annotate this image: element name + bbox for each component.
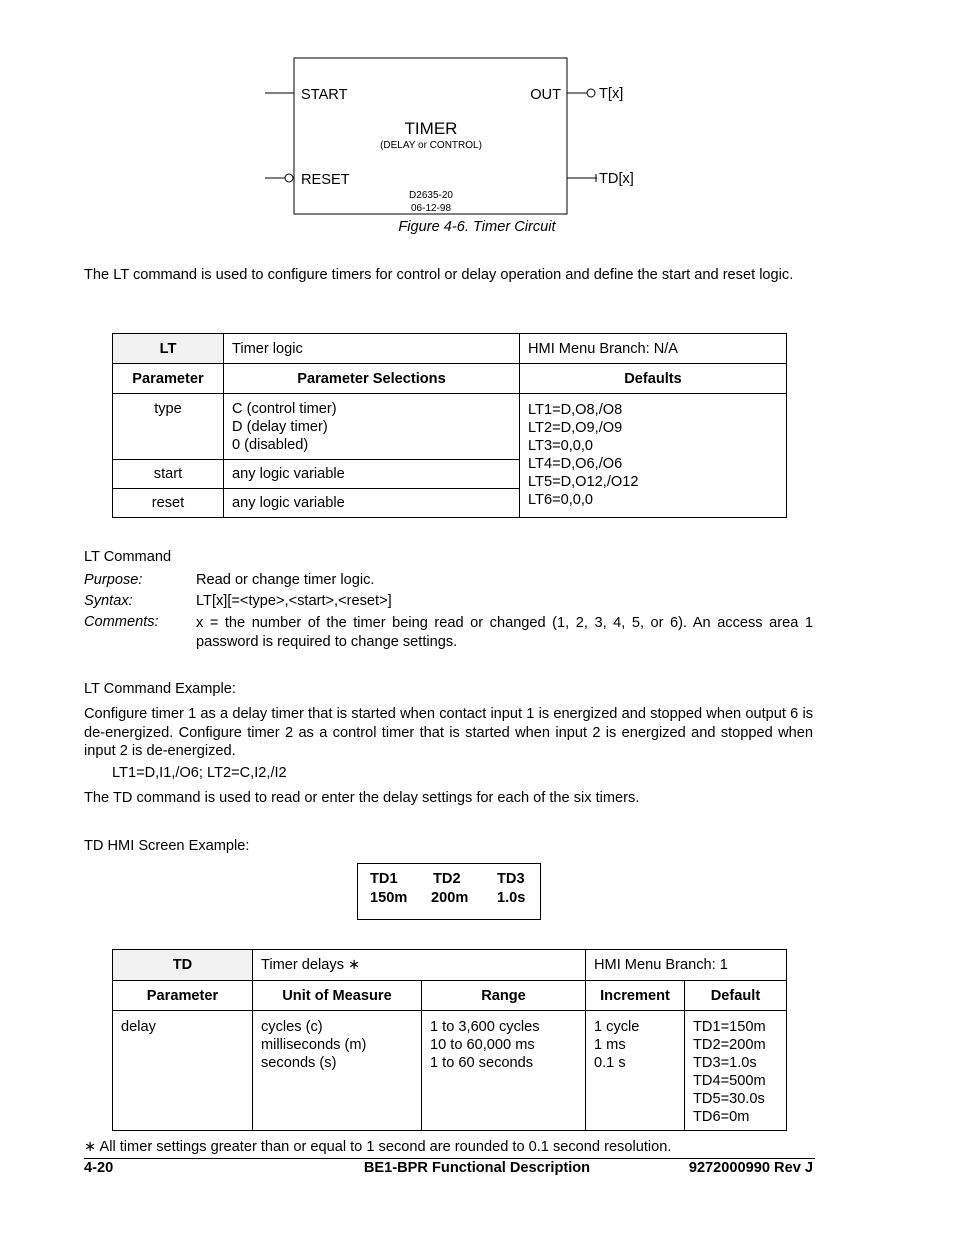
lt-header-selections: Parameter Selections: [224, 364, 520, 394]
unit-line: cycles (c): [261, 1019, 323, 1035]
example-heading: LT Command Example:: [84, 681, 236, 697]
footer-page-number: 4-20: [84, 1160, 114, 1176]
hmi-value-td2: 200m: [431, 890, 469, 906]
hmi-screen-box: [357, 863, 541, 920]
td-pin-label: TD[x]: [599, 171, 634, 187]
lt-settings-table: [112, 333, 787, 518]
default-line: LT1=D,O8,/O8: [528, 402, 623, 418]
selection-line: D (delay timer): [232, 419, 328, 435]
lt-desc-cell: Timer logic: [224, 334, 520, 364]
drawing-id: D2635-20: [409, 190, 453, 201]
td-desc-cell: Timer delays ∗: [253, 950, 586, 981]
lt-defaults-cell: [520, 394, 787, 518]
td-intro-paragraph: The TD command is used to read or enter the delay settings for each of the six timers.: [84, 790, 640, 806]
timer-subtitle: (DELAY or CONTROL): [380, 140, 482, 151]
default-line: TD2=200m: [693, 1037, 766, 1053]
hmi-value-td3: 1.0s: [497, 890, 526, 906]
footer-rule: [84, 1158, 815, 1159]
td-units-cell: [253, 1011, 422, 1131]
reset-label: RESET: [301, 172, 350, 188]
td-cmd-cell: TD: [113, 950, 253, 981]
default-line: LT2=D,O9,/O9: [528, 420, 623, 436]
lt-selections-start: any logic variable: [224, 460, 520, 489]
lt-header-defaults: Defaults: [520, 364, 787, 394]
td-menu-cell: HMI Menu Branch: 1: [586, 950, 787, 981]
lt-param-start: start: [113, 460, 224, 489]
lt-selections-reset: any logic variable: [224, 489, 520, 518]
td-header-parameter: Parameter: [113, 981, 253, 1011]
default-line: TD5=30.0s: [693, 1091, 765, 1107]
hmi-label-td3: TD3: [497, 871, 525, 887]
increment-line: 1 ms: [594, 1037, 626, 1053]
td-param-delay: delay: [113, 1011, 253, 1131]
lt-command-heading: LT Command: [84, 549, 172, 565]
selection-line: C (control timer): [232, 401, 337, 417]
td-settings-table: [112, 949, 787, 1131]
hmi-value-td1: 150m: [370, 890, 408, 906]
td-header-range: Range: [422, 981, 586, 1011]
comments-label: Comments:: [84, 614, 159, 630]
lt-param-reset: reset: [113, 489, 224, 518]
example-code: LT1=D,I1,/O6; LT2=C,I2,/I2: [112, 765, 287, 781]
selection-line: 0 (disabled): [232, 437, 309, 453]
td-increment-cell: [586, 1011, 685, 1131]
comments-text: x = the number of the timer being read or changed (1, 2, 3, 4, 5, or 6). An access area 1 password is required to change settings.: [196, 615, 813, 650]
default-line: TD4=500m: [693, 1073, 766, 1089]
lt-selections-type: [224, 394, 520, 460]
default-line: TD1=150m: [693, 1019, 766, 1035]
range-line: 10 to 60,000 ms: [430, 1037, 535, 1053]
default-line: LT6=0,0,0: [528, 492, 594, 508]
lt-header-parameter: Parameter: [113, 364, 224, 394]
out-inversion-bubble: [587, 89, 595, 97]
hmi-label-td1: TD1: [370, 871, 398, 887]
footer-title: BE1-BPR Functional Description: [363, 1160, 591, 1176]
start-label: START: [301, 87, 348, 103]
intro-paragraph: The LT command is used to configure timers for control or delay operation and define the start and reset logic.: [84, 267, 794, 283]
td-header-increment: Increment: [586, 981, 685, 1011]
purpose-label: Purpose:: [84, 572, 143, 588]
drawing-date: 06-12-98: [410, 203, 452, 214]
increment-line: 0.1 s: [594, 1055, 626, 1071]
syntax-label: Syntax:: [84, 593, 133, 609]
lt-param-type: type: [113, 394, 224, 460]
reset-inversion-bubble: [285, 174, 293, 182]
footnote: ∗ All timer settings greater than or equal to 1 second are rounded to 0.1 second resolution.: [84, 1139, 672, 1155]
example-paragraph: Configure timer 1 as a delay timer that is started when contact input 1 is energized and stopped when output 6 is de-energized. Configure timer 2 as a control timer that is started when input 2 is energized and stopped when input 2 is de-energized.: [84, 706, 813, 760]
td-header-unit: Unit of Measure: [253, 981, 422, 1011]
purpose-text: Read or change timer logic.: [196, 572, 375, 588]
lt-menu-cell: HMI Menu Branch: N/A: [520, 334, 787, 364]
timer-title: TIMER: [404, 119, 458, 138]
out-label: OUT: [530, 87, 561, 103]
range-line: 1 to 60 seconds: [430, 1055, 534, 1071]
default-line: LT5=D,O12,/O12: [528, 474, 639, 490]
out-pin-label: T[x]: [599, 86, 624, 102]
syntax-text: LT[x][=<type>,<start>,<reset>]: [196, 593, 392, 609]
default-line: LT3=0,0,0: [528, 438, 594, 454]
hmi-label-td2: TD2: [433, 871, 461, 887]
td-range-cell: [422, 1011, 586, 1131]
figure-caption: Figure 4-6. Timer Circuit: [398, 219, 556, 235]
timer-circuit-diagram: [260, 55, 680, 220]
increment-line: 1 cycle: [594, 1019, 640, 1035]
default-line: LT4=D,O6,/O6: [528, 456, 623, 472]
default-line: TD3=1.0s: [693, 1055, 757, 1071]
td-default-cell: [685, 1011, 787, 1131]
hmi-example-heading: TD HMI Screen Example:: [84, 838, 250, 854]
td-header-default: Default: [685, 981, 787, 1011]
unit-line: milliseconds (m): [261, 1037, 367, 1053]
unit-line: seconds (s): [261, 1055, 337, 1071]
range-line: 1 to 3,600 cycles: [430, 1019, 540, 1035]
default-line: TD6=0m: [693, 1109, 750, 1125]
lt-cmd-cell: LT: [113, 334, 224, 364]
footer-doc-number: 9272000990 Rev J: [688, 1160, 813, 1176]
